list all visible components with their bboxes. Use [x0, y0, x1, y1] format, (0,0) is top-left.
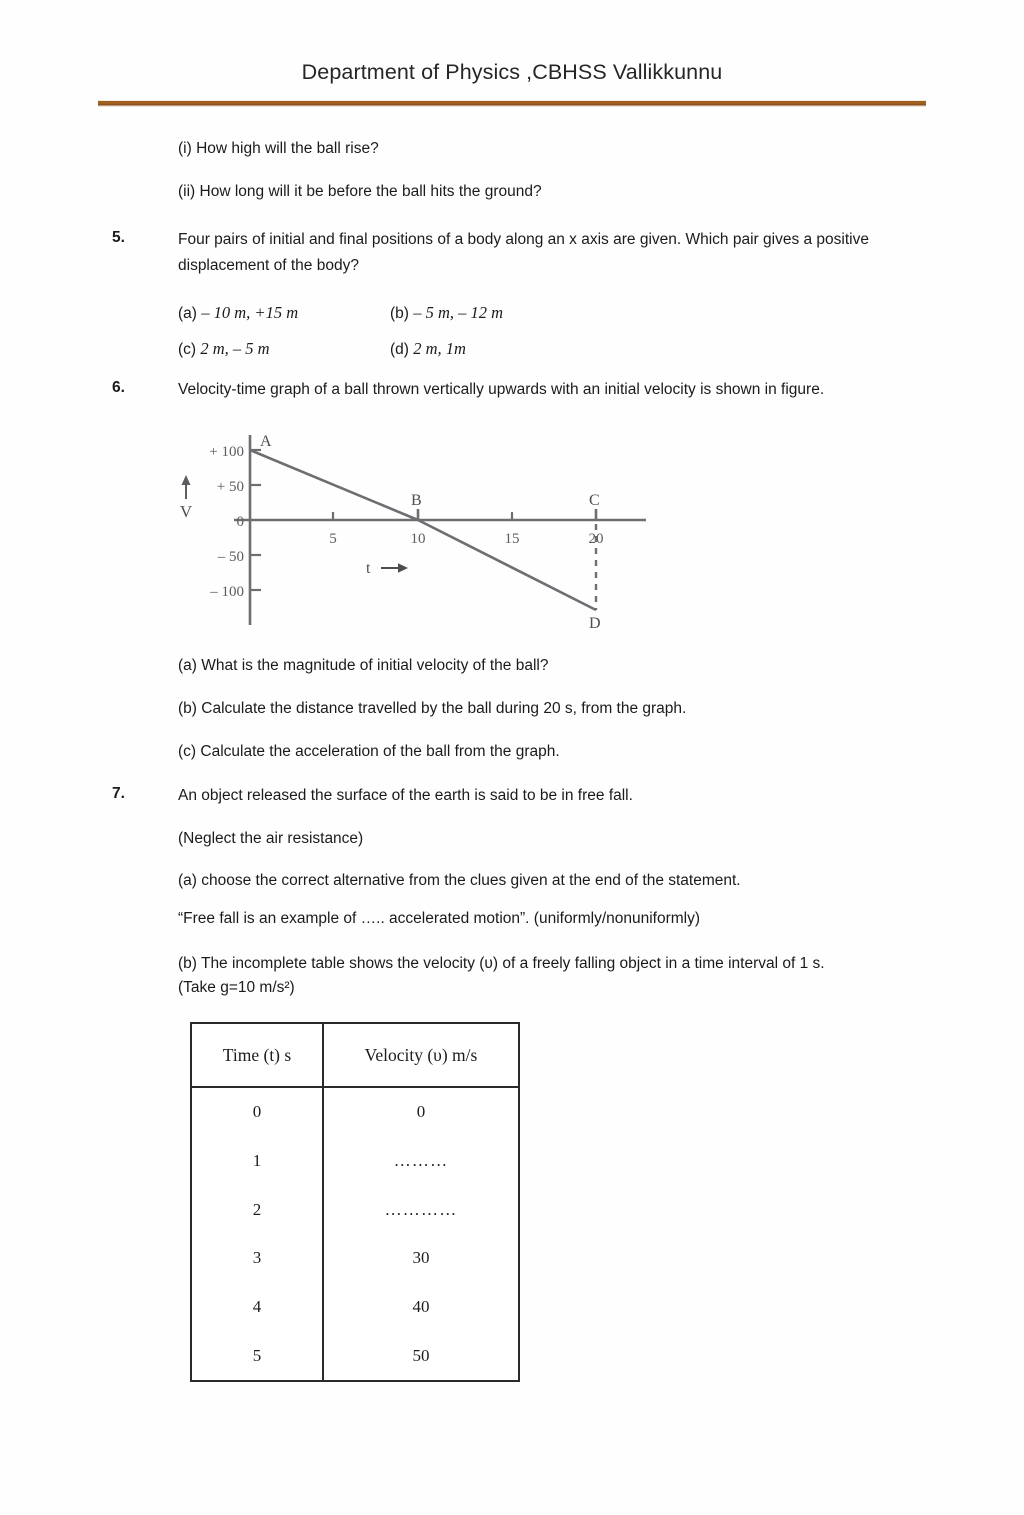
table-row	[192, 1234, 518, 1283]
graph-point-label-a: A	[260, 433, 272, 450]
graph-ylabel-neg50: – 50	[217, 549, 244, 565]
question-5-option-b	[390, 302, 503, 325]
option-c-key: (c)	[178, 341, 197, 358]
graph-xlabel-15: 15	[504, 531, 520, 547]
graph-point-label-c: C	[589, 492, 600, 509]
question-7-part-b-line1: (b) The incomplete table shows the velocity (υ) of a freely falling object in a time interval of 1 s.	[178, 955, 825, 972]
table-row	[192, 1185, 518, 1234]
page-title: Department of Physics ,CBHSS Vallikkunnu	[301, 60, 723, 84]
header-divider	[98, 100, 926, 107]
table-cell-time: 1	[192, 1137, 323, 1186]
table-row	[192, 1331, 518, 1380]
option-b-key: (b)	[390, 305, 409, 322]
question-6-part-a: (a) What is the magnitude of initial velocity of the ball?	[178, 657, 549, 674]
table-cell-time: 5	[192, 1331, 323, 1380]
option-a-key: (a)	[178, 305, 197, 322]
table-cell-time: 4	[192, 1283, 323, 1332]
question-5-number: 5.	[112, 229, 125, 246]
graph-y-axis-title	[180, 475, 193, 521]
question-7-part-a: (a) choose the correct alternative from the clues given at the end of the statement.	[178, 872, 741, 889]
graph-ylabel-0: 0	[236, 514, 244, 530]
table-cell-velocity: ………	[393, 1151, 449, 1170]
question-7-stem: An object released the surface of the earth is said to be in free fall.	[178, 787, 633, 804]
question-7-note: (Neglect the air resistance)	[178, 830, 364, 847]
table-header-time: Time (t) s	[192, 1024, 323, 1087]
question-6-stem: Velocity-time graph of a ball thrown vertically upwards with an initial velocity is shown in figure.	[178, 381, 825, 398]
table-header-row	[192, 1024, 518, 1087]
question-5-option-d	[390, 338, 466, 361]
question-6-part-b: (b) Calculate the distance travelled by the ball during 20 s, from the graph.	[178, 700, 687, 717]
table-cell-time: 2	[192, 1185, 323, 1234]
q4-part-i: (i) How high will the ball rise?	[178, 140, 379, 157]
question-5-stem-line1: Four pairs of initial and final positions of a body along an x axis are given. Which pair gives a positive	[178, 231, 869, 248]
table-row	[192, 1283, 518, 1332]
graph-x-axis-title	[366, 560, 408, 577]
question-5-option-a	[178, 302, 298, 325]
graph-xlabel-5: 5	[329, 531, 337, 547]
velocity-table	[190, 1022, 520, 1382]
question-7-part-b-line2: (Take g=10 m/s²)	[178, 979, 295, 996]
option-b-value: – 5 m, – 12 m	[413, 303, 504, 322]
table-cell-velocity: 0	[416, 1102, 426, 1122]
table-cell-time: 0	[192, 1087, 323, 1137]
table-cell-time: 3	[192, 1234, 323, 1283]
graph-point-label-d: D	[589, 615, 601, 632]
question-5-stem-line2: displacement of the body?	[178, 257, 359, 274]
table-body	[192, 1087, 518, 1380]
question-7-quote: “Free fall is an example of ….. accelerated motion”. (uniformly/nonuniformly)	[178, 910, 701, 927]
svg-text:V: V	[179, 502, 193, 521]
option-d-key: (d)	[390, 341, 409, 358]
option-d-value: 2 m, 1m	[413, 339, 466, 358]
graph-point-label-b: B	[411, 492, 422, 509]
table-cell-velocity: 50	[412, 1345, 430, 1365]
table-row	[192, 1087, 518, 1137]
table-row	[192, 1137, 518, 1186]
graph-ylabel-neg100: – 100	[210, 584, 244, 600]
velocity-time-graph	[160, 425, 680, 640]
table-header-velocity: Velocity (υ) m/s	[323, 1024, 518, 1087]
graph-ylabel-50: + 50	[216, 479, 244, 495]
option-c-value: 2 m, – 5 m	[200, 339, 270, 358]
question-5-option-c	[178, 338, 270, 361]
graph-xlabel-20: 20	[588, 531, 604, 547]
question-6-part-c: (c) Calculate the acceleration of the ball from the graph.	[178, 743, 560, 760]
question-6-number: 6.	[112, 379, 125, 396]
table-cell-velocity: 30	[412, 1248, 430, 1268]
graph-data-line	[250, 450, 596, 610]
table-cell-velocity: 40	[412, 1296, 430, 1316]
q4-part-ii: (ii) How long will it be before the ball hits the ground?	[178, 183, 542, 200]
svg-text:t: t	[366, 560, 371, 577]
graph-ylabel-100: + 100	[209, 444, 244, 460]
option-a-value: – 10 m, +15 m	[201, 303, 299, 322]
question-7-number: 7.	[112, 785, 125, 802]
graph-xlabel-10: 10	[410, 531, 426, 547]
table-cell-velocity: …………	[384, 1199, 458, 1219]
